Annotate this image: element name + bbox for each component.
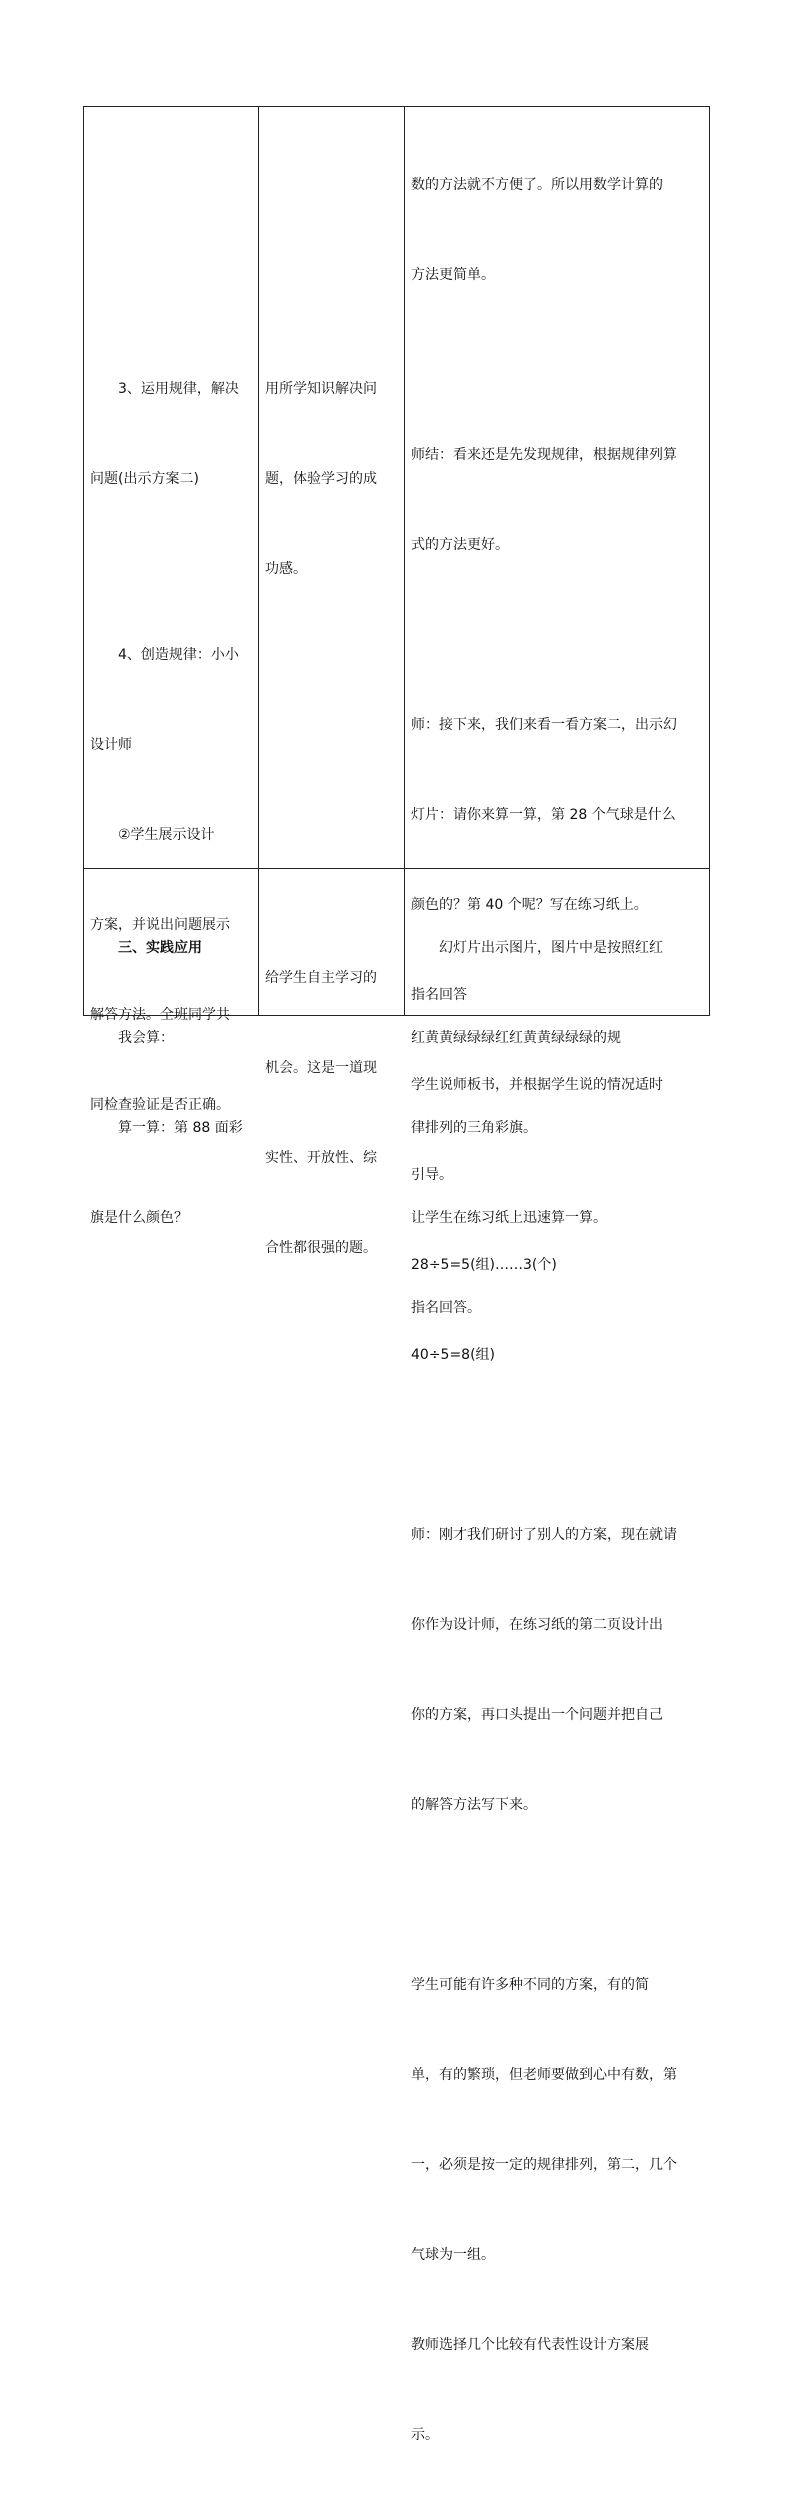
practice-line2: 算一算：第 88 面彩 [118,1120,243,1136]
process-line: 师：接下来，我们来看一看方案二，出示幻 [411,717,677,733]
equation-line: 28÷5=5(组)……3(个) [411,1257,557,1273]
step4-line1: 4、创造规律：小小 [118,647,239,663]
row1-intent-cell [265,314,400,644]
process-line: 引导。 [411,1167,453,1183]
step4-line4: 方案，并说出问题展示 [90,917,230,933]
intent-line3: 功感。 [265,561,307,577]
intent-line1: 用所学知识解决问 [265,381,377,397]
process-line: 师结：看来还是先发现规律，根据规律列算 [411,447,677,463]
process-line: 你作为设计师，在练习纸的第二页设计出 [411,1617,663,1633]
process-line: 数的方法就不方便了。所以用数学计算的 [411,177,663,193]
step4-line3: ②学生展示设计 [118,827,215,843]
row2-intent-cell [265,903,400,1323]
column-divider-1 [258,107,259,1015]
row1-activity-cell [90,314,255,554]
process2-line5: 指名回答。 [411,1300,481,1316]
process2-line1: 幻灯片出示图片，图片中是按照红红 [439,940,663,956]
lesson-plan-table [83,106,710,2443]
process2-line4: 让学生在练习纸上迅速算一算。 [411,1210,607,1226]
practice-line1: 我会算： [118,1030,174,1046]
intent2-line1: 给学生自主学习的 [265,970,377,986]
intent-line2: 题，体验学习的成 [265,471,377,487]
intent2-line3: 实性、开放性、综 [265,1150,377,1166]
process-line: 师：刚才我们研讨了别人的方案，现在就请 [411,1527,677,1543]
step3-line1: 3、运用规律，解决 [118,381,239,397]
process-line: 教师选择几个比较有代表性设计方案展 [411,2337,649,2353]
process-line: 式的方法更好。 [411,537,509,553]
process-line: 气球为一组。 [411,2247,495,2263]
process-line: 示。 [411,2427,439,2443]
row2-activity-cell [90,873,255,1293]
process-line: 指名回答 [411,987,467,1003]
process-line: 的解答方法写下来。 [411,1797,537,1813]
section-heading: 三、实践应用 [118,940,202,956]
process-line: 灯片：请你来算一算，第 28 个气球是什么 [411,807,676,823]
practice-line3: 旗是什么颜色？ [90,1210,188,1226]
process-line: 一，必须是按一定的规律排列，第二，几个 [411,2157,677,2173]
process-line: 单，有的繁琐，但老师要做到心中有数，第 [411,2067,677,2083]
process-line: 你的方案，再口头提出一个问题并把自己 [411,1707,663,1723]
step3-line2: 问题(出示方案二) [90,471,199,487]
process-line: 学生说师板书，并根据学生说的情况适时 [411,1077,663,1093]
intent2-line4: 合性都很强的题。 [265,1240,377,1256]
equation-line: 40÷5=8(组) [411,1347,496,1363]
step4-line5: 解答方法。全班同学共 [90,1007,230,1023]
step4-line6: 同检查验证是否正确。 [90,1097,230,1113]
process2-line3: 律排列的三角彩旗。 [411,1120,537,1136]
process2-line2: 红黄黄绿绿绿红红黄黄绿绿绿的规 [411,1030,621,1046]
process-line: 学生可能有许多种不同的方案，有的简 [411,1977,649,1993]
step4-line2: 设计师 [90,737,132,753]
row2-process-cell [411,873,707,1383]
column-divider-2 [404,107,405,1015]
process-line: 方法更简单。 [411,267,495,283]
intent2-line2: 机会。这是一道现 [265,1060,377,1076]
process-line: 颜色的？第 40 个呢？写在练习纸上。 [411,897,648,913]
